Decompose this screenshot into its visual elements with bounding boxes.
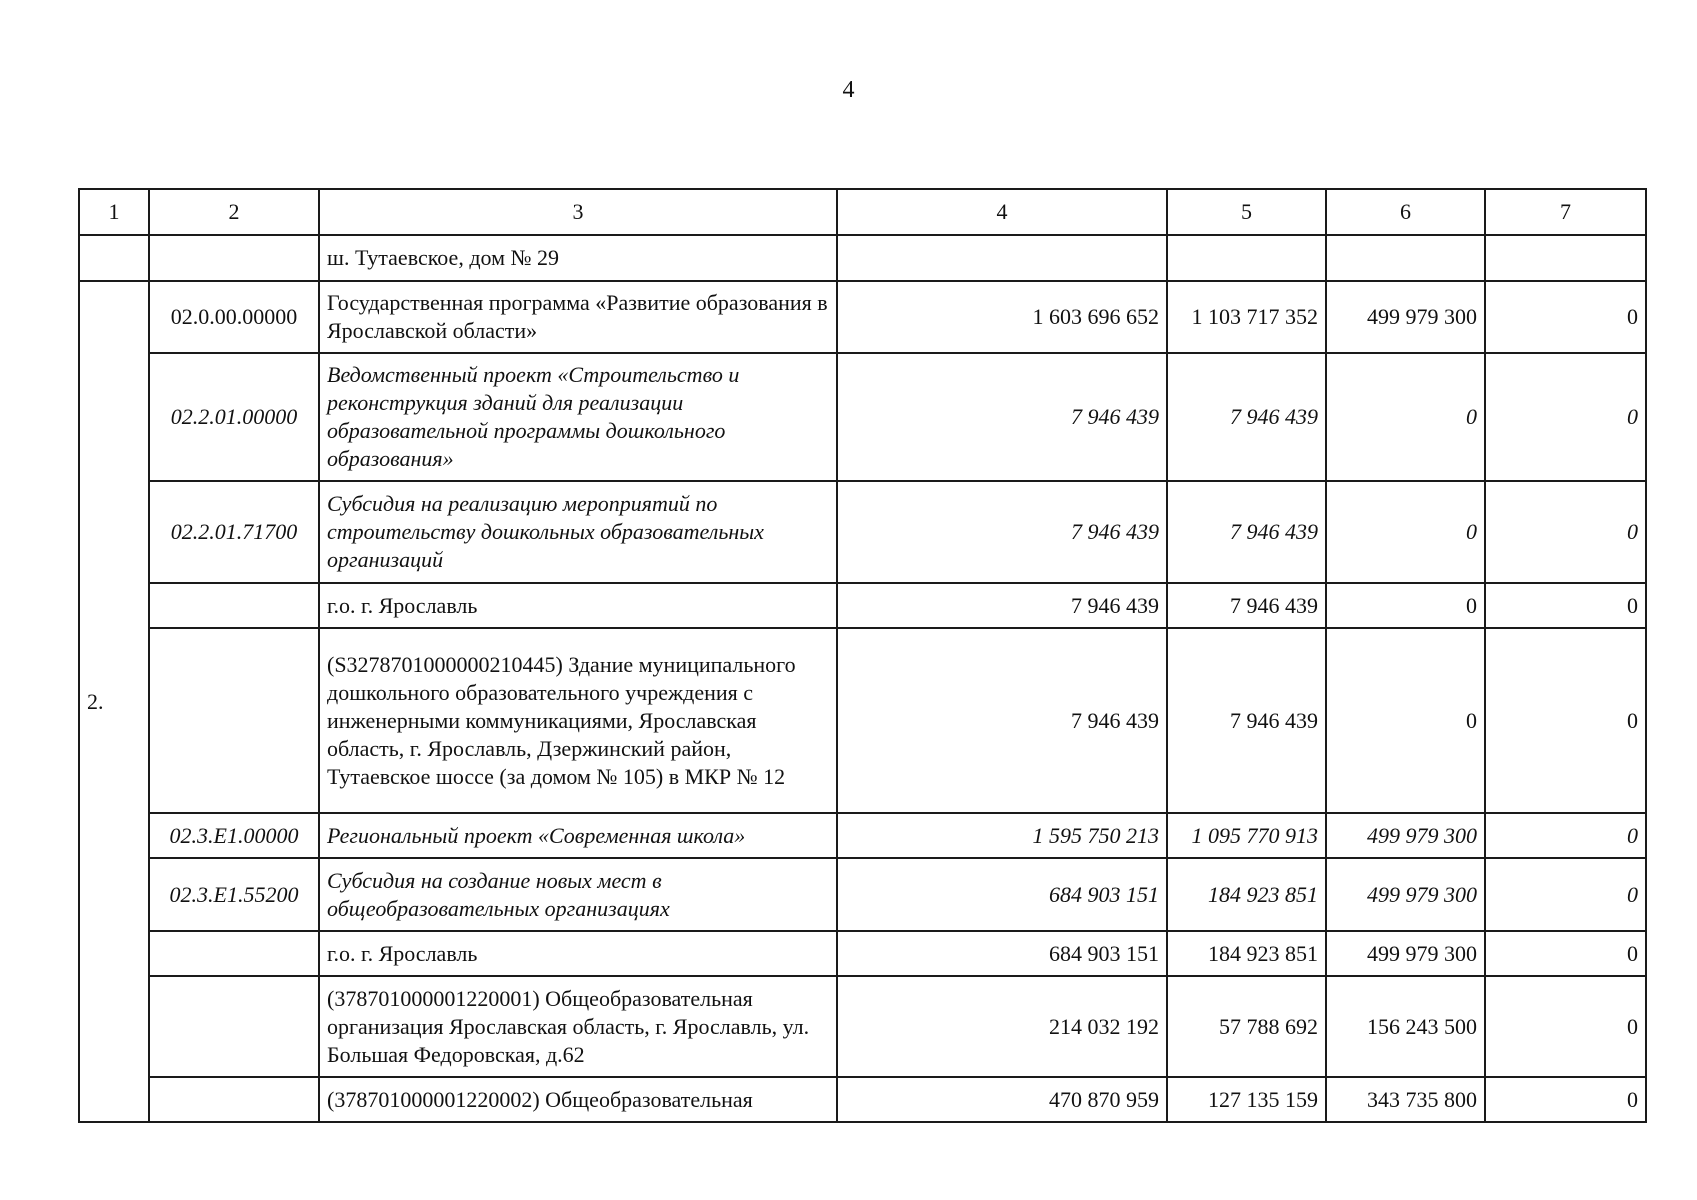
value-cell: 1 595 750 213 [837, 813, 1167, 858]
value-cell: 684 903 151 [837, 931, 1167, 976]
code-cell [149, 583, 319, 628]
section-number-cell: 2. [79, 281, 149, 1122]
name-cell: Субсидия на реализацию мероприятий по строительству дошкольных образовательных организаций [319, 481, 837, 583]
column-header: 3 [319, 189, 837, 235]
value-cell: 1 103 717 352 [1167, 281, 1326, 353]
value-cell [837, 235, 1167, 281]
column-header: 2 [149, 189, 319, 235]
value-cell: 7 946 439 [837, 353, 1167, 481]
value-cell: 343 735 800 [1326, 1077, 1485, 1122]
column-header: 5 [1167, 189, 1326, 235]
page-number: 4 [842, 77, 855, 103]
value-cell: 0 [1485, 353, 1646, 481]
value-cell: 0 [1326, 481, 1485, 583]
name-cell: ш. Тутаевское, дом № 29 [319, 235, 837, 281]
name-cell: Субсидия на создание новых мест в общеобразовательных организациях [319, 858, 837, 931]
value-cell: 0 [1485, 931, 1646, 976]
value-cell: 127 135 159 [1167, 1077, 1326, 1122]
value-cell: 214 032 192 [837, 976, 1167, 1077]
code-cell [149, 1077, 319, 1122]
name-cell: Государственная программа «Развитие образования в Ярославской области» [319, 281, 837, 353]
table-row [79, 931, 1646, 976]
name-cell: (378701000001220001) Общеобразовательная организация Ярославская область, г. Ярославль, ул. Большая Федоровская, д.62 [319, 976, 837, 1077]
value-cell: 0 [1485, 813, 1646, 858]
name-cell: Региональный проект «Современная школа» [319, 813, 837, 858]
name-cell: (378701000001220002) Общеобразовательная [319, 1077, 837, 1122]
value-cell: 0 [1485, 481, 1646, 583]
column-header: 6 [1326, 189, 1485, 235]
value-cell: 1 603 696 652 [837, 281, 1167, 353]
column-header: 1 [79, 189, 149, 235]
table-row [79, 813, 1646, 858]
name-cell: г.о. г. Ярославль [319, 583, 837, 628]
name-cell: г.о. г. Ярославль [319, 931, 837, 976]
value-cell [1485, 235, 1646, 281]
value-cell: 57 788 692 [1167, 976, 1326, 1077]
value-cell: 7 946 439 [837, 481, 1167, 583]
code-cell [149, 628, 319, 813]
code-cell [149, 976, 319, 1077]
value-cell: 470 870 959 [837, 1077, 1167, 1122]
code-cell [149, 235, 319, 281]
value-cell: 0 [1485, 976, 1646, 1077]
value-cell: 0 [1485, 628, 1646, 813]
code-cell: 02.0.00.00000 [149, 281, 319, 353]
code-cell: 02.2.01.71700 [149, 481, 319, 583]
code-cell: 02.3.E1.55200 [149, 858, 319, 931]
value-cell: 7 946 439 [837, 628, 1167, 813]
column-header: 4 [837, 189, 1167, 235]
column-header: 7 [1485, 189, 1646, 235]
value-cell: 0 [1326, 583, 1485, 628]
value-cell: 7 946 439 [1167, 583, 1326, 628]
value-cell: 184 923 851 [1167, 858, 1326, 931]
name-cell: (S3278701000000210445) Здание муниципального дошкольного образовательного учреждения с инженерными коммуникациями, Ярославская область, г. Ярославль, Дзержинский район, Тутаевское шоссе (за домом № 105) в МКР № 12 [319, 628, 837, 813]
table-row [79, 281, 1646, 353]
table-row [79, 353, 1646, 481]
code-cell: 02.3.E1.00000 [149, 813, 319, 858]
table-row [79, 235, 1646, 281]
value-cell: 0 [1485, 1077, 1646, 1122]
table-row [79, 583, 1646, 628]
table-row [79, 858, 1646, 931]
value-cell: 499 979 300 [1326, 858, 1485, 931]
code-cell: 02.2.01.00000 [149, 353, 319, 481]
value-cell [1326, 235, 1485, 281]
value-cell: 7 946 439 [1167, 481, 1326, 583]
value-cell: 0 [1485, 583, 1646, 628]
value-cell: 7 946 439 [837, 583, 1167, 628]
value-cell: 184 923 851 [1167, 931, 1326, 976]
table-row [79, 1077, 1646, 1122]
value-cell: 7 946 439 [1167, 628, 1326, 813]
value-cell: 0 [1485, 281, 1646, 353]
value-cell: 0 [1326, 628, 1485, 813]
table-row [79, 481, 1646, 583]
value-cell: 0 [1485, 858, 1646, 931]
value-cell: 156 243 500 [1326, 976, 1485, 1077]
value-cell [1167, 235, 1326, 281]
code-cell [149, 931, 319, 976]
budget-table [78, 188, 1647, 1123]
table-row [79, 628, 1646, 813]
table-row [79, 976, 1646, 1077]
value-cell: 7 946 439 [1167, 353, 1326, 481]
value-cell: 499 979 300 [1326, 931, 1485, 976]
value-cell: 0 [1326, 353, 1485, 481]
value-cell: 1 095 770 913 [1167, 813, 1326, 858]
value-cell: 499 979 300 [1326, 813, 1485, 858]
value-cell: 684 903 151 [837, 858, 1167, 931]
value-cell: 499 979 300 [1326, 281, 1485, 353]
row-number-cell [79, 235, 149, 281]
name-cell: Ведомственный проект «Строительство и реконструкция зданий для реализации образовательной программы дошкольного образования» [319, 353, 837, 481]
header-row [79, 189, 1646, 235]
